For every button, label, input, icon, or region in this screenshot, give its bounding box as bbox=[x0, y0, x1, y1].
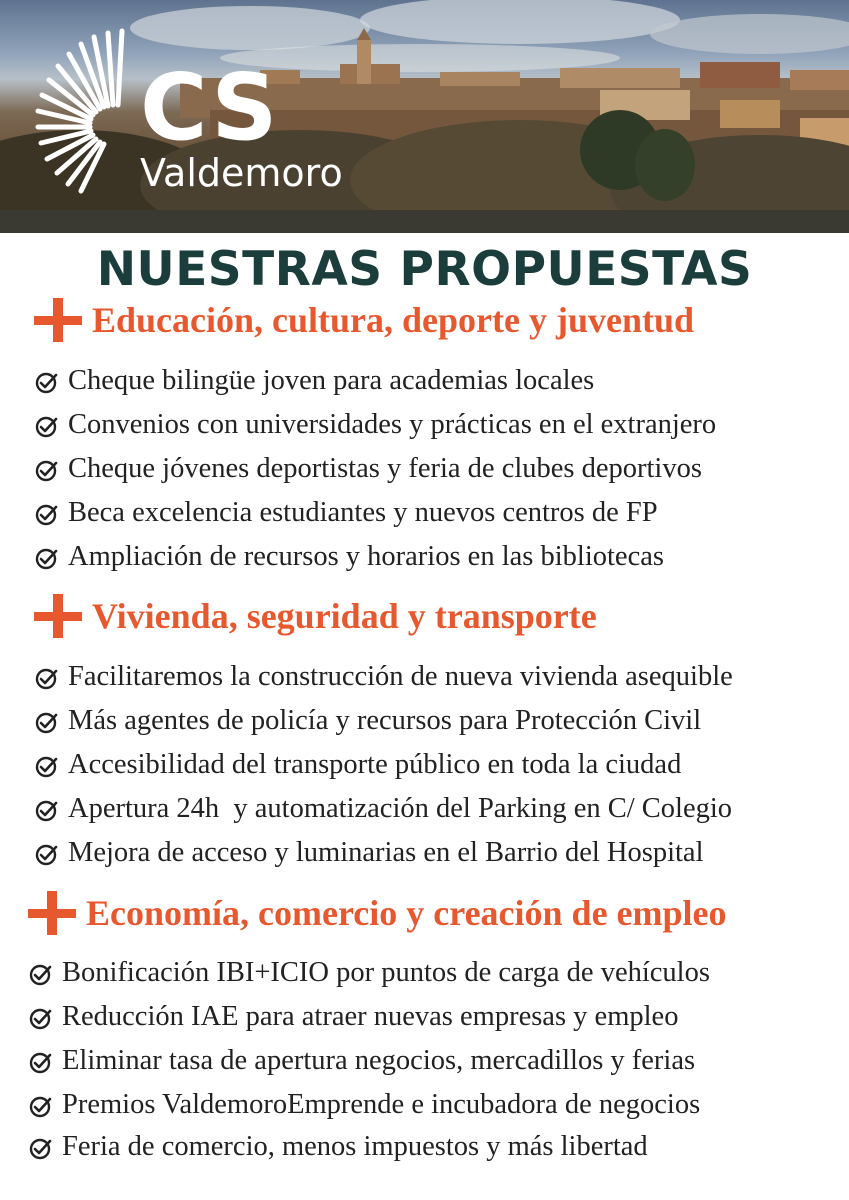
list-item bbox=[34, 493, 658, 533]
list-item bbox=[34, 405, 716, 445]
list-item bbox=[28, 953, 710, 993]
list-item bbox=[34, 449, 702, 489]
list-item-text: Apertura 24h y automatización del Parking en C/ Colegio bbox=[68, 793, 733, 824]
logo-wordmark: CS bbox=[140, 54, 280, 161]
check-circle-icon bbox=[34, 547, 58, 571]
logo-town-name: Valdemoro bbox=[140, 151, 343, 195]
list-item bbox=[28, 1085, 700, 1125]
plus-icon bbox=[34, 298, 82, 342]
list-item-text: Eliminar tasa de apertura negocios, mercadillos y ferias bbox=[62, 1045, 696, 1076]
sunburst-logo-icon bbox=[30, 25, 150, 195]
section-heading-label: Vivienda, seguridad y transporte bbox=[92, 596, 597, 636]
list-item-text: Más agentes de policía y recursos para Protección Civil bbox=[68, 705, 702, 736]
list-item-text: Reducción IAE para atraer nuevas empresas y empleo bbox=[62, 1001, 679, 1032]
check-circle-icon bbox=[28, 963, 52, 987]
list-item-text: Premios ValdemoroEmprende e incubadora de negocios bbox=[62, 1089, 701, 1120]
list-item bbox=[34, 537, 664, 577]
check-circle-icon bbox=[34, 371, 58, 395]
section-heading-label: Educación, cultura, deporte y juventud bbox=[92, 300, 695, 340]
list-item-text: Bonificación IBI+ICIO por puntos de carga de vehículos bbox=[62, 957, 710, 988]
list-item bbox=[34, 657, 733, 697]
section-heading-label: Economía, comercio y creación de empleo bbox=[86, 893, 727, 933]
list-item-text: Mejora de acceso y luminarias en el Barrio del Hospital bbox=[68, 837, 704, 868]
check-circle-icon bbox=[34, 711, 58, 735]
check-circle-icon bbox=[28, 1007, 52, 1031]
check-circle-icon bbox=[34, 755, 58, 779]
check-circle-icon bbox=[34, 459, 58, 483]
section-heading-education bbox=[34, 298, 694, 342]
list-item bbox=[28, 997, 678, 1037]
list-item-text: Convenios con universidades y prácticas en el extranjero bbox=[68, 409, 717, 440]
check-circle-icon bbox=[28, 1051, 52, 1075]
check-circle-icon bbox=[34, 503, 58, 527]
section-heading-housing bbox=[34, 594, 597, 638]
list-item-text: Cheque bilingüe joven para academias locales bbox=[68, 365, 595, 396]
list-item-text: Beca excelencia estudiantes y nuevos centros de FP bbox=[68, 497, 658, 528]
list-item-text: Feria de comercio, menos impuestos y más libertad bbox=[62, 1131, 648, 1162]
list-item bbox=[34, 701, 701, 741]
list-item-text: Ampliación de recursos y horarios en las bibliotecas bbox=[68, 541, 664, 572]
section-heading-economy bbox=[28, 891, 727, 935]
list-item bbox=[34, 745, 681, 785]
check-circle-icon bbox=[28, 1095, 52, 1119]
check-circle-icon bbox=[34, 415, 58, 439]
check-circle-icon bbox=[34, 843, 58, 867]
plus-icon bbox=[34, 594, 82, 638]
list-item-text: Cheque jóvenes deportistas y feria de clubes deportivos bbox=[68, 453, 702, 484]
list-item-text: Accesibilidad del transporte público en toda la ciudad bbox=[68, 749, 682, 780]
plus-icon bbox=[28, 891, 76, 935]
check-circle-icon bbox=[34, 667, 58, 691]
list-item bbox=[28, 1127, 648, 1167]
check-circle-icon bbox=[34, 799, 58, 823]
page-title: NUESTRAS PROPUESTAS bbox=[96, 242, 753, 297]
check-circle-icon bbox=[28, 1137, 52, 1161]
list-item bbox=[34, 361, 594, 401]
list-item-text: Facilitaremos la construcción de nueva vivienda asequible bbox=[68, 661, 733, 692]
list-item bbox=[28, 1041, 695, 1081]
header-banner bbox=[0, 0, 849, 233]
list-item bbox=[34, 789, 732, 829]
list-item bbox=[34, 833, 704, 873]
